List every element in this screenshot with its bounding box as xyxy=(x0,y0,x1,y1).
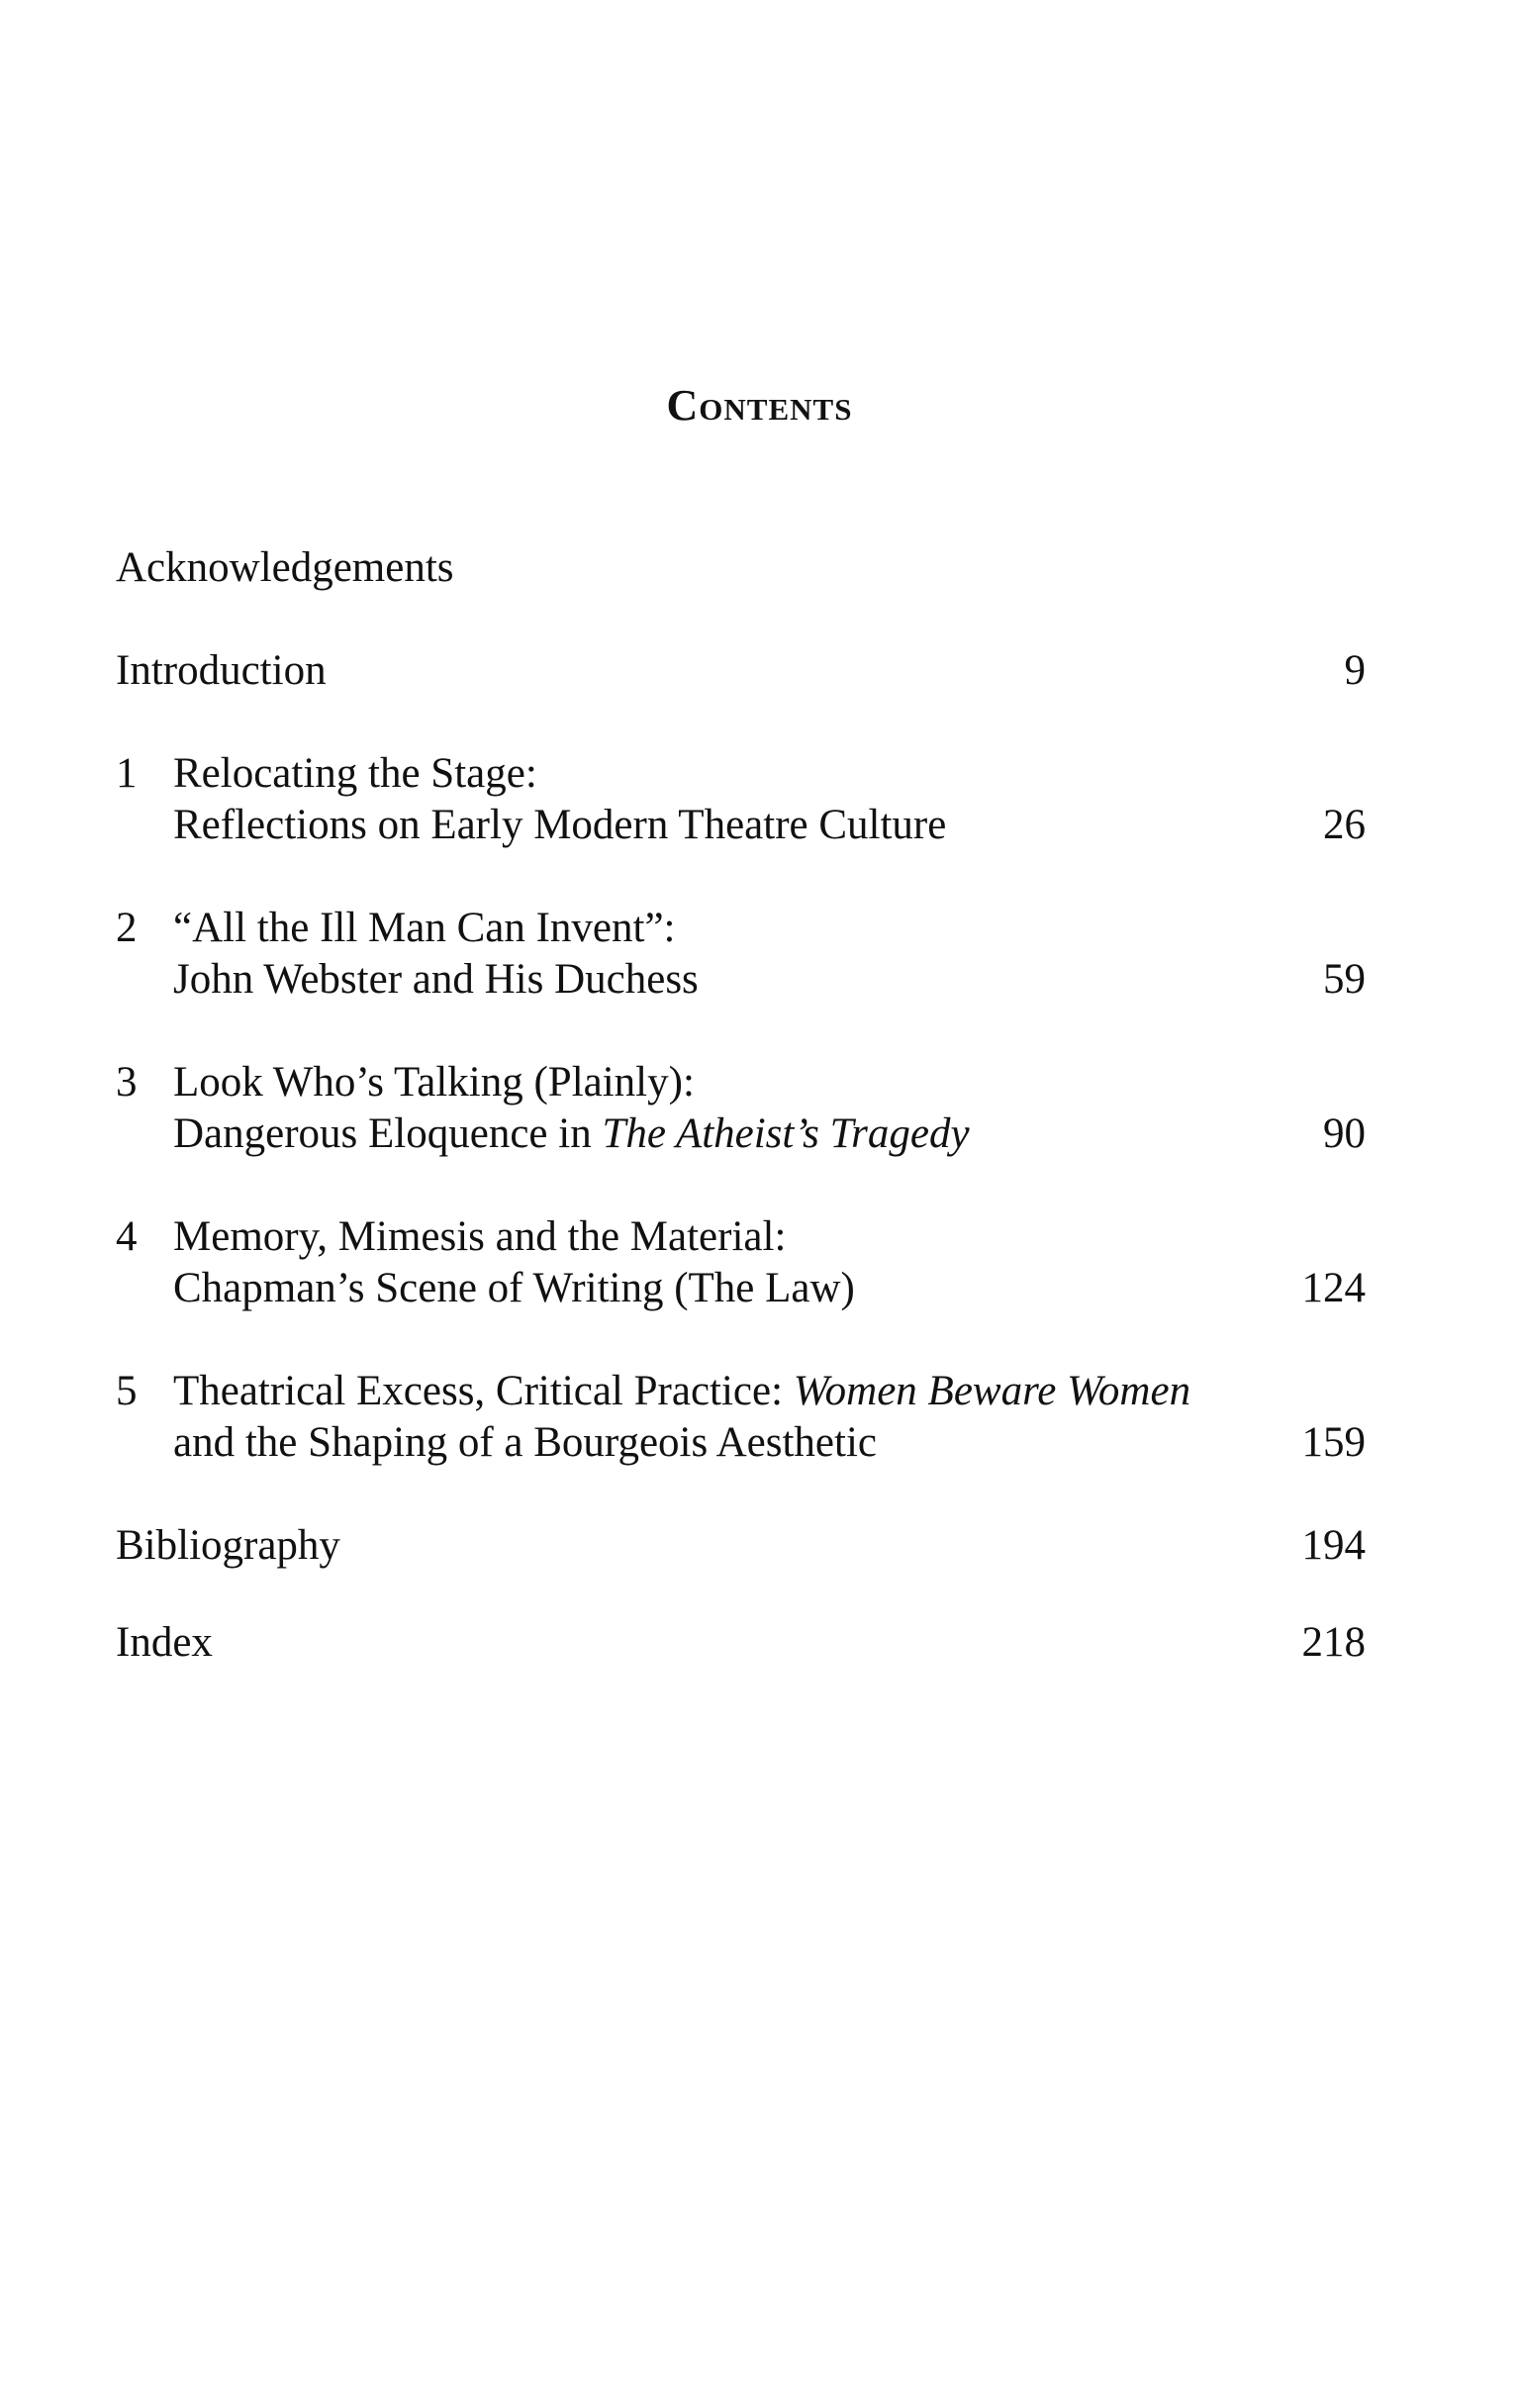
entry-page-number: 59 xyxy=(1323,956,1366,1003)
toc-entry-bibliography xyxy=(116,1520,1366,1572)
toc-entry-introduction xyxy=(116,645,1366,697)
entry-title-line-2: Chapman’s Scene of Writing (The Law) xyxy=(173,1265,855,1311)
entry-title-line-1: Relocating the Stage: xyxy=(173,750,537,797)
entry-title: Bibliography xyxy=(116,1522,340,1569)
entry-page-number: 90 xyxy=(1323,1110,1366,1157)
entry-title: Index xyxy=(116,1619,213,1666)
work-title-italic: The Atheist’s Tragedy xyxy=(602,1110,970,1157)
toc-entry-chapter-5 xyxy=(116,1366,1366,1469)
entry-title-line-2: Reflections on Early Modern Theatre Culture xyxy=(173,802,947,848)
entry-title-line-2: and the Shaping of a Bourgeois Aesthetic xyxy=(173,1419,877,1466)
chapter-number: 5 xyxy=(116,1368,138,1414)
entry-title-line-1: Look Who’s Talking (Plainly): xyxy=(173,1059,695,1106)
chapter-number: 1 xyxy=(116,750,138,797)
entry-title: Introduction xyxy=(116,647,327,694)
contents-heading: Contents xyxy=(666,381,853,430)
chapter-number: 3 xyxy=(116,1059,138,1106)
entry-title-line-1 xyxy=(173,1366,1366,1417)
entry-title-text: Theatrical Excess, Critical Practice: xyxy=(173,1368,794,1414)
toc-entry-acknowledgements xyxy=(116,542,1366,594)
entry-page-number: 159 xyxy=(1301,1419,1366,1466)
entry-page-number: 9 xyxy=(1344,647,1366,694)
entry-title-text: Dangerous Eloquence in xyxy=(173,1110,603,1157)
entry-title-line-2: John Webster and His Duchess xyxy=(173,956,699,1003)
entry-title-line-1: “All the Ill Man Can Invent”: xyxy=(173,905,676,951)
entry-page-number: 26 xyxy=(1323,802,1366,848)
toc-entry-index xyxy=(116,1617,1366,1669)
toc-entry-chapter-3 xyxy=(116,1057,1366,1160)
chapter-number: 4 xyxy=(116,1213,138,1260)
entry-title-line-2 xyxy=(173,1108,1286,1160)
entry-page-number: 124 xyxy=(1301,1265,1366,1311)
work-title-italic: Women Beware Women xyxy=(793,1368,1191,1414)
entry-page-number: 218 xyxy=(1301,1619,1366,1666)
toc-entry-chapter-4 xyxy=(116,1211,1366,1314)
entry-title-line-1: Memory, Mimesis and the Material: xyxy=(173,1213,787,1260)
entry-title: Acknowledgements xyxy=(116,544,454,591)
toc-entry-chapter-1 xyxy=(116,748,1366,851)
chapter-number: 2 xyxy=(116,905,138,951)
entry-page-number: 194 xyxy=(1301,1522,1366,1569)
toc-entry-chapter-2 xyxy=(116,903,1366,1006)
